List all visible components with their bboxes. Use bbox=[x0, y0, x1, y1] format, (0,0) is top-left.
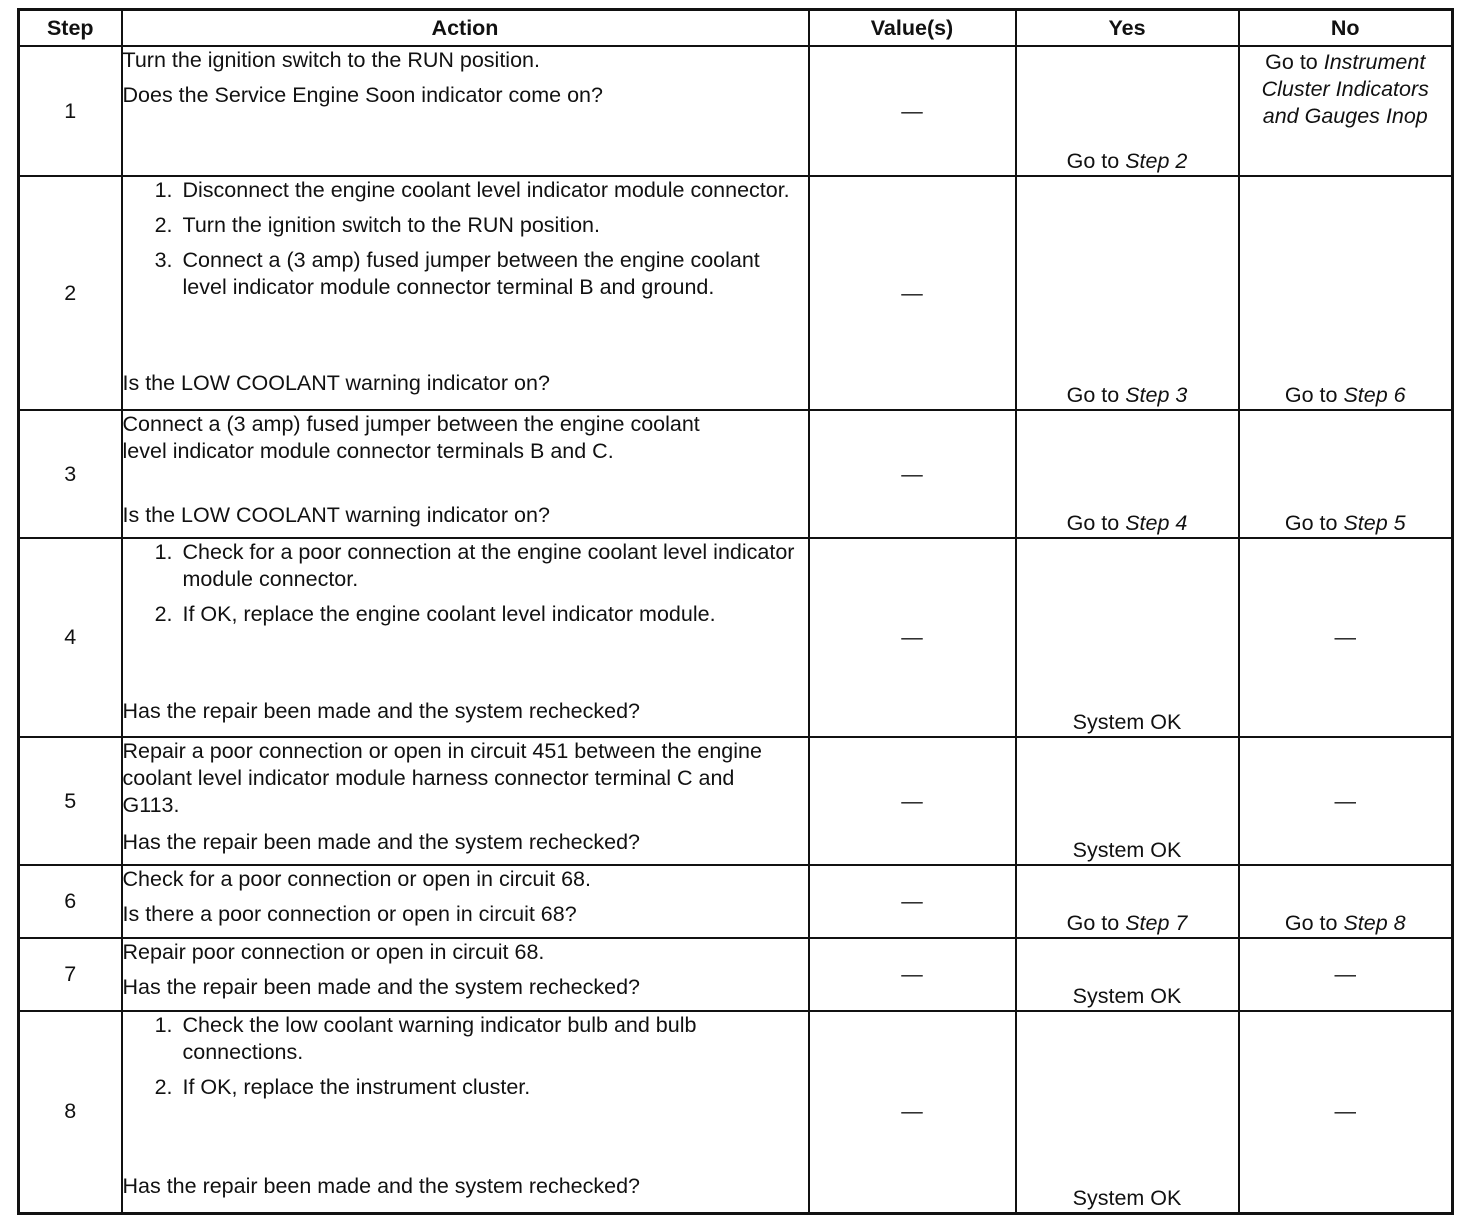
table-row bbox=[19, 938, 1453, 1011]
action-cell bbox=[122, 46, 809, 176]
no-step-ref: Step 6 bbox=[1343, 383, 1406, 407]
step-number: 6 bbox=[19, 865, 122, 938]
step-number: 3 bbox=[19, 410, 122, 538]
no-step-ref: Instrument Cluster Indicators and Gauges Inop bbox=[1261, 50, 1429, 128]
no-step-ref: Step 8 bbox=[1343, 911, 1406, 935]
header-action: Action bbox=[122, 10, 809, 47]
header-step: Step bbox=[19, 10, 122, 47]
action-step: 2. If OK, replace the engine coolant level indicator module. bbox=[179, 601, 808, 628]
diagnostic-table bbox=[17, 8, 1454, 1215]
table-row bbox=[19, 410, 1453, 538]
yes-prefix: Go to bbox=[1066, 149, 1126, 173]
no-prefix: Go to bbox=[1284, 383, 1344, 407]
yes-cell bbox=[1016, 46, 1239, 176]
no-step-ref: Step 5 bbox=[1343, 511, 1406, 535]
value-cell: — bbox=[809, 46, 1016, 176]
action-cell bbox=[122, 1011, 809, 1213]
action-text: Connect a (3 amp) fused jumper between the engine coolant level indicator module connector terminals B and C. bbox=[122, 412, 700, 463]
yes-cell: System OK bbox=[1016, 1011, 1239, 1213]
action-steps bbox=[123, 539, 808, 628]
yes-step-ref: Step 4 bbox=[1125, 511, 1188, 535]
action-cell bbox=[122, 865, 809, 938]
yes-cell: System OK bbox=[1016, 737, 1239, 865]
action-step: 1. Check for a poor connection at the engine coolant level indicator module connector. bbox=[179, 539, 808, 593]
yes-cell bbox=[1016, 176, 1239, 410]
no-prefix: Go to bbox=[1284, 911, 1344, 935]
no-prefix: Go to bbox=[1284, 511, 1344, 535]
action-steps bbox=[123, 1012, 808, 1101]
no-cell: — bbox=[1239, 538, 1453, 737]
table-row bbox=[19, 1011, 1453, 1213]
step-number: 8 bbox=[19, 1011, 122, 1213]
action-text: Check for a poor connection or open in circuit 68. bbox=[122, 867, 591, 891]
yes-cell: System OK bbox=[1016, 938, 1239, 1011]
action-steps bbox=[123, 177, 808, 301]
step-number: 7 bbox=[19, 938, 122, 1011]
no-prefix: Go to bbox=[1265, 50, 1324, 74]
action-step: 1. Disconnect the engine coolant level indicator module connector. bbox=[179, 177, 808, 204]
header-values: Value(s) bbox=[809, 10, 1016, 47]
action-question: Has the repair been made and the system rechecked? bbox=[122, 1174, 640, 1198]
action-question: Has the repair been made and the system rechecked? bbox=[122, 830, 640, 854]
action-cell bbox=[122, 938, 809, 1011]
action-cell bbox=[122, 538, 809, 737]
yes-step-ref: Step 3 bbox=[1125, 383, 1188, 407]
value-cell: — bbox=[809, 538, 1016, 737]
action-question: Has the repair been made and the system rechecked? bbox=[122, 975, 640, 999]
no-cell bbox=[1239, 46, 1453, 176]
action-question: Is there a poor connection or open in circuit 68? bbox=[122, 902, 577, 926]
yes-cell: System OK bbox=[1016, 538, 1239, 737]
yes-cell bbox=[1016, 865, 1239, 938]
action-step: 1. Check the low coolant warning indicator bulb and bulb connections. bbox=[179, 1012, 808, 1066]
no-cell bbox=[1239, 176, 1453, 410]
yes-prefix: Go to bbox=[1066, 383, 1126, 407]
step-number: 1 bbox=[19, 46, 122, 176]
no-cell bbox=[1239, 865, 1453, 938]
table-row bbox=[19, 538, 1453, 737]
action-cell bbox=[122, 410, 809, 538]
action-text: Repair poor connection or open in circuit 68. bbox=[122, 940, 545, 964]
no-cell: — bbox=[1239, 938, 1453, 1011]
yes-prefix: Go to bbox=[1066, 911, 1126, 935]
action-question: Is the LOW COOLANT warning indicator on? bbox=[122, 503, 550, 527]
table-row bbox=[19, 46, 1453, 176]
yes-step-ref: Step 7 bbox=[1125, 911, 1188, 935]
value-cell: — bbox=[809, 737, 1016, 865]
yes-prefix: Go to bbox=[1066, 511, 1126, 535]
action-step: 2. If OK, replace the instrument cluster. bbox=[179, 1074, 808, 1101]
action-step: 2. Turn the ignition switch to the RUN position. bbox=[179, 212, 808, 239]
step-number: 4 bbox=[19, 538, 122, 737]
table-row bbox=[19, 865, 1453, 938]
table-row bbox=[19, 176, 1453, 410]
header-row bbox=[19, 10, 1453, 47]
value-cell: — bbox=[809, 865, 1016, 938]
step-number: 5 bbox=[19, 737, 122, 865]
action-cell bbox=[122, 737, 809, 865]
value-cell: — bbox=[809, 1011, 1016, 1213]
table-row bbox=[19, 737, 1453, 865]
value-cell: — bbox=[809, 176, 1016, 410]
step-number: 2 bbox=[19, 176, 122, 410]
header-no: No bbox=[1239, 10, 1453, 47]
action-step: 3. Connect a (3 amp) fused jumper between the engine coolant level indicator module connector terminal B and ground. bbox=[179, 247, 808, 301]
no-cell bbox=[1239, 410, 1453, 538]
yes-cell bbox=[1016, 410, 1239, 538]
action-question: Is the LOW COOLANT warning indicator on? bbox=[122, 371, 550, 395]
no-cell: — bbox=[1239, 1011, 1453, 1213]
yes-step-ref: Step 2 bbox=[1125, 149, 1188, 173]
no-cell: — bbox=[1239, 737, 1453, 865]
value-cell: — bbox=[809, 938, 1016, 1011]
action-question: Has the repair been made and the system rechecked? bbox=[122, 699, 640, 723]
action-cell bbox=[122, 176, 809, 410]
value-cell: — bbox=[809, 410, 1016, 538]
header-yes: Yes bbox=[1016, 10, 1239, 47]
action-text: Turn the ignition switch to the RUN position. bbox=[122, 48, 540, 72]
action-text: Repair a poor connection or open in circuit 451 between the engine coolant level indicator module harness connector terminal C and G113. bbox=[122, 739, 762, 817]
action-question: Does the Service Engine Soon indicator come on? bbox=[122, 83, 603, 107]
